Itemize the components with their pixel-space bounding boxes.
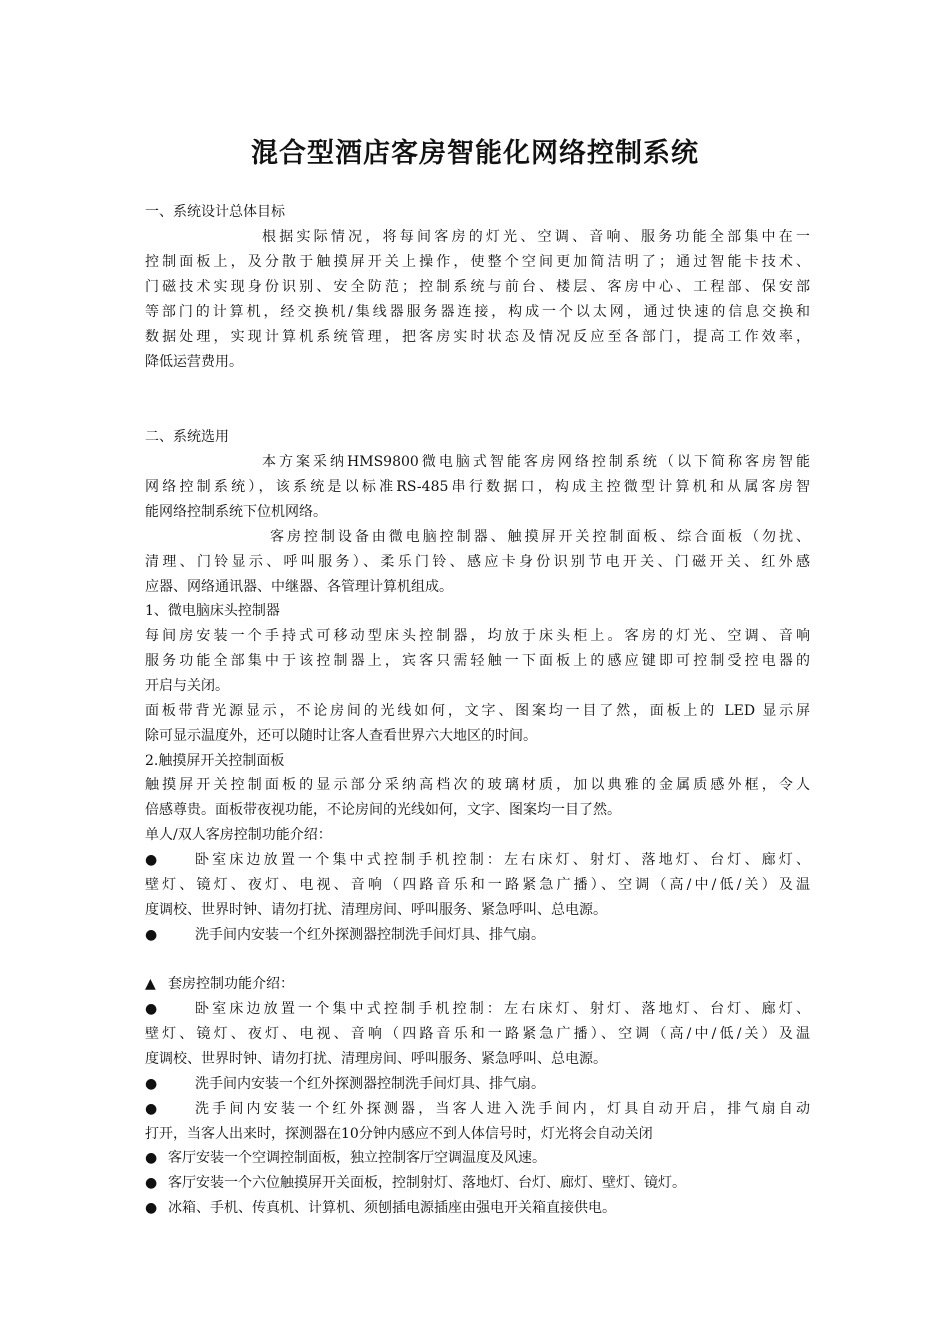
paragraph-line: 降低运营费用。 (145, 354, 243, 370)
list-item: 客厅安装一个空调控制面板，独立控制客厅空调温度及风速。 (168, 1150, 546, 1166)
paragraph-line: 倍感尊贵。面板带夜视功能，不论房间的光线如何，文字、图案均一目了然。 (145, 802, 621, 818)
paragraph-line: 触摸屏开关控制面板的显示部分采纳高档次的玻璃材质，加以典雅的金属质感外框，令人 (145, 777, 810, 793)
bullet-icon: ● (145, 1001, 158, 1017)
bullet-icon: ● (145, 852, 158, 868)
paragraph-line: 面板带背光源显示，不论房间的光线如何，文字、图案均一目了然，面板上的 LED 显示屏 (145, 703, 810, 719)
bullet-icon: ● (145, 1175, 158, 1191)
section-heading: 一、系统设计总体目标 (145, 204, 285, 220)
subsection-title: 套房控制功能介绍： (168, 976, 294, 992)
paragraph-line: 网络控制系统），该系统是以标准RS-485串行数据口，构成主控微型计算机和从属客房智 (145, 479, 810, 495)
paragraph-line: 除可显示温度外，还可以随时让客人查看世界六大地区的时间。 (145, 728, 537, 744)
paragraph-line: 数据处理，实现计算机系统管理，把客房实时状态及情况反应至各部门，提高工作效率， (145, 329, 810, 345)
paragraph-line: 单人/双人客房控制功能介绍： (145, 827, 332, 843)
bullet-icon: ● (145, 1150, 158, 1166)
bullet-icon: ● (145, 1200, 158, 1216)
list-item-continued: 壁灯、镜灯、夜灯、电视、音响（四路音乐和一路紧急广播）、空调（高/中/低/关）及温 (145, 1026, 810, 1042)
paragraph-line: 清理、门铃显示、呼叫服务）、柔乐门铃、感应卡身份识别节电开关、门磁开关、红外感 (145, 554, 810, 570)
bullet-icon: ● (145, 1076, 158, 1092)
paragraph-line: 能网络控制系统下位机网络。 (145, 504, 327, 520)
list-item: 洗手间内安装一个红外探测器控制洗手间灯具、排气扇。 (195, 1076, 545, 1092)
bullet-icon: ● (145, 927, 158, 943)
list-item: 客厅安装一个六位触摸屏开关面板，控制射灯、落地灯、台灯、廊灯、壁灯、镜灯。 (168, 1175, 686, 1191)
paragraph-line: 开启与关闭。 (145, 678, 229, 694)
paragraph-line: 等部门的计算机，经交换机/集线器服务器连接，构成一个以太网，通过快速的信息交换和 (145, 304, 810, 320)
paragraph-line: 根据实际情况，将每间客房的灯光、空调、音响、服务功能全部集中在一 (262, 229, 810, 245)
paragraph-line: 门磁技术实现身份识别、安全防范；控制系统与前台、楼层、客房中心、工程部、保安部 (145, 279, 810, 295)
paragraph-line: 应器、网络通讯器、中继器、各管理计算机组成。 (145, 579, 453, 595)
list-item-continued: 打开，当客人出来时，探测器在10分钟内感应不到人体信号时，灯光将会自动关闭 (145, 1126, 653, 1142)
list-item-continued: 壁灯、镜灯、夜灯、电视、音响（四路音乐和一路紧急广播）、空调（高/中/低/关）及温 (145, 877, 810, 893)
subsection-title: 2.触摸屏开关控制面板 (145, 753, 285, 769)
list-item: 卧室床边放置一个集中式控制手机控制：左右床灯、射灯、落地灯、台灯、廊灯、 (195, 852, 810, 868)
list-item-continued: 度调校、世界时钟、请勿打扰、清理房间、呼叫服务、紧急呼叫、总电源。 (145, 902, 607, 918)
paragraph-line: 客房控制设备由微电脑控制器、触摸屏开关控制面板、综合面板（勿扰、 (270, 529, 810, 545)
document-title: 混合型酒店客房智能化网络控制系统 (251, 138, 699, 169)
triangle-icon: ▲ (145, 976, 156, 992)
paragraph-line: 服务功能全部集中于该控制器上，宾客只需轻触一下面板上的感应键即可控制受控电器的 (145, 653, 810, 669)
paragraph-line: 每间房安装一个手持式可移动型床头控制器，均放于床头柜上。客房的灯光、空调、音响 (145, 628, 810, 644)
list-item-continued: 度调校、世界时钟、请勿打扰、清理房间、呼叫服务、紧急呼叫、总电源。 (145, 1051, 607, 1067)
list-item: 洗手间内安装一个红外探测器控制洗手间灯具、排气扇。 (195, 927, 545, 943)
bullet-icon: ● (145, 1101, 158, 1117)
list-item: 冰箱、手机、传真机、计算机、须刨插电源插座由强电开关箱直接供电。 (168, 1200, 616, 1216)
subsection-title: 1、微电脑床头控制器 (145, 603, 280, 619)
section-heading: 二、系统选用 (145, 429, 229, 445)
list-item: 卧室床边放置一个集中式控制手机控制：左右床灯、射灯、落地灯、台灯、廊灯、 (195, 1001, 810, 1017)
paragraph-line: 本方案采纳HMS9800微电脑式智能客房网络控制系统（以下简称客房智能 (262, 454, 810, 470)
list-item: 洗手间内安装一个红外探测器，当客人进入洗手间内，灯具自动开启，排气扇自动 (195, 1101, 810, 1117)
paragraph-line: 控制面板上，及分散于触摸屏开关上操作，使整个空间更加简洁明了；通过智能卡技术、 (145, 254, 810, 270)
